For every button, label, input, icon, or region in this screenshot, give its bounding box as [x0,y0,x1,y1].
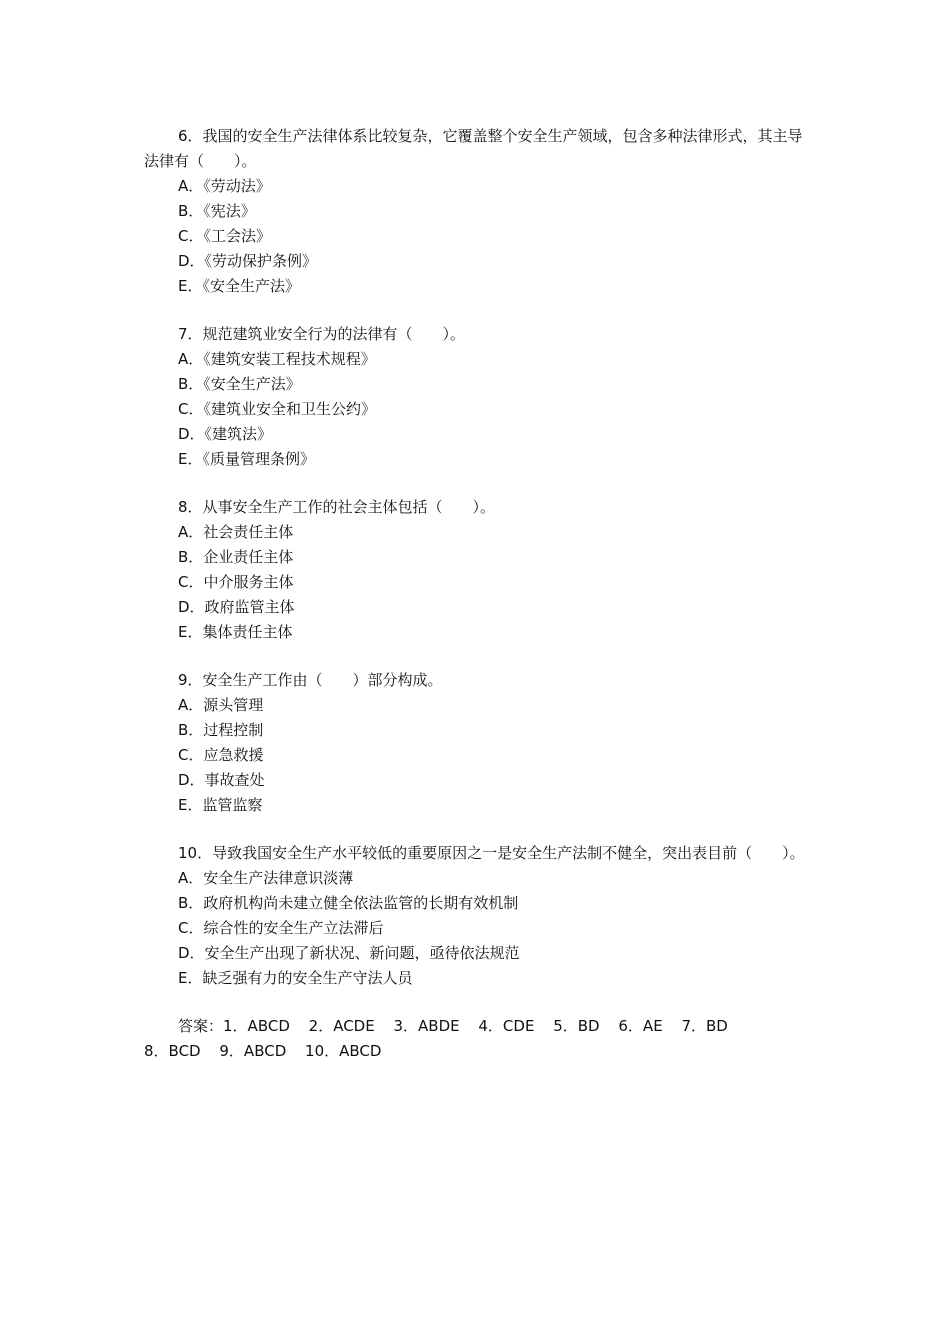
option-b: B．《宪法》 [178,202,256,220]
option-a: A．《劳动法》 [178,177,271,195]
answer-item: 1．ABCD [223,1017,290,1035]
question-stem: 9．安全生产工作由（ ）部分构成。 [178,671,443,689]
question-stem: 7．规范建筑业安全行为的法律有（ ）。 [178,325,466,343]
option-a: A．社会责任主体 [178,523,294,541]
option-b: B．政府机构尚未建立健全依法监管的长期有效机制 [178,894,519,912]
option-b: B．《安全生产法》 [178,375,301,393]
question-7 [144,322,806,472]
option-e: E．《安全生产法》 [178,277,300,295]
answer-item: 2．ACDE [308,1017,375,1035]
answer-item: 3．ABDE [393,1017,460,1035]
option-a: A．安全生产法律意识淡薄 [178,869,354,887]
question-10 [144,841,806,991]
option-c: C．《工会法》 [178,227,271,245]
option-e: E．《质量管理条例》 [178,450,315,468]
option-e: E．监管监察 [178,796,263,814]
option-e: E．集体责任主体 [178,623,293,641]
option-c: C．中介服务主体 [178,573,294,591]
answer-item: 4．CDE [478,1017,535,1035]
question-9 [144,668,806,818]
answer-item: 5．BD [553,1017,600,1035]
answer-item: 7．BD [681,1017,728,1035]
option-d: D．《建筑法》 [178,425,273,443]
document-page [144,124,806,1064]
answer-key [144,1014,806,1064]
answer-item: 6．AE [618,1017,663,1035]
question-8 [144,495,806,645]
question-stem: 10．导致我国安全生产水平较低的重要原因之一是安全生产法制不健全，突出表目前（ ）。 [178,844,805,862]
answer-item: 10．ABCD [305,1042,382,1060]
option-a: A．源头管理 [178,696,264,714]
option-e: E．缺乏强有力的安全生产守法人员 [178,969,413,987]
option-b: B．企业责任主体 [178,548,294,566]
option-a: A．《建筑安装工程技术规程》 [178,350,376,368]
option-d: D．政府监管主体 [178,598,295,616]
answer-key-label: 答案： [178,1017,224,1035]
answer-item: 8．BCD [144,1042,201,1060]
question-stem: 8．从事安全生产工作的社会主体包括（ ）。 [178,498,496,516]
answer-item: 9．ABCD [219,1042,287,1060]
question-stem: 6．我国的安全生产法律体系比较复杂，它覆盖整个安全生产领域，包含多种法律形式，其主导法律有（ ）。 [144,127,803,170]
option-d: D．事故查处 [178,771,265,789]
question-6 [144,124,806,299]
option-d: D．安全生产出现了新状况、新问题，亟待依法规范 [178,944,520,962]
option-b: B．过程控制 [178,721,264,739]
option-c: C．综合性的安全生产立法滞后 [178,919,384,937]
option-c: C．《建筑业安全和卫生公约》 [178,400,376,418]
option-c: C．应急救援 [178,746,264,764]
option-d: D．《劳动保护条例》 [178,252,318,270]
